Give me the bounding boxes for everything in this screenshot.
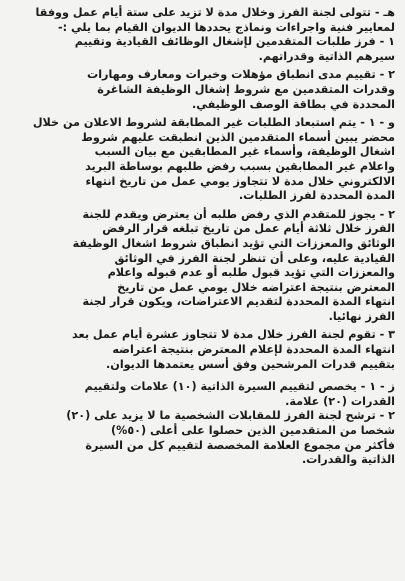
text-line: فأكثر من مجموع العلامة المخصصة لتقييم كل من السيرة xyxy=(85,438,395,452)
clause-z-item-1 xyxy=(14,380,395,409)
text-line: اشغال الوظيفة، وأسماء غير المطابقين مع بيان السبب xyxy=(94,145,395,159)
clause-z-item-2 xyxy=(14,409,395,467)
text-line: شخصا من المتقدمين الذين حصلوا على أعلى (٥٠%) xyxy=(111,424,395,438)
text-line: سيرهم الذاتية وقدراتهم. xyxy=(258,49,395,63)
text-line: لمعايير فنية واجراءات ونماذج يحددها الديوان القيام بما يلي :- xyxy=(57,20,395,34)
clause-h-item-2 xyxy=(14,68,395,112)
text-line: ٢ - تقييم مدى انطباق مؤهلات وخبرات ومعارف ومهارات xyxy=(86,68,395,82)
clause-w-item-3 xyxy=(14,328,395,372)
text-line: ز - ١ - يخصص لتقييم السيرة الذاتية (١٠) علامات ولتقييم xyxy=(84,380,395,394)
text-line: انتهاء المدة المحددة لتقديم الاعتراضات، ويكون قرار لجنة xyxy=(82,295,395,309)
text-line: الفرز خلال ثلاثة أيام عمل من تاريخ تبلغه قرار الرفض xyxy=(102,222,395,236)
text-line: المحددة في بطاقة الوصف الوظيفي. xyxy=(192,97,395,111)
text-line: انتهاء المدة المحددة لإعلام المعترض بنتيجة اعتراضه xyxy=(112,343,395,357)
text-line: ٢ - ترشح لجنة الفرز للمقابلات الشخصية ما لا يزيد على (٢٠) xyxy=(66,409,395,423)
text-line: ٢ - يجوز للمتقدم الذي رفض طلبه أن يعترض ويقدم للجنة xyxy=(82,207,395,221)
clause-w-item-1 xyxy=(14,116,395,204)
text-line: القدرات (٢٠) علامة. xyxy=(285,394,395,408)
text-line: ١ - فرز طلبات المتقدمين لإشغال الوظائف القيادية وتقييم xyxy=(74,35,395,49)
text-line: القيادية عليه، وعلى أن تنظر لجنة الفرز في الوثائق xyxy=(114,251,395,265)
text-line: الفرز نهائيا. xyxy=(328,309,395,323)
text-line: ٣ - تقوم لجنة الفرز خلال مدة لا تتجاوز عشرة أيام عمل بعد xyxy=(72,328,395,342)
clause-w-item-2 xyxy=(14,208,395,325)
text-line: المعترض بنتيجة اعتراضه خلال يومي عمل من تاريخ xyxy=(117,280,395,294)
text-line: و - ١ - يتم استبعاد الطلبات غير المطابقة لشروط الاعلان من خلال xyxy=(32,116,395,130)
text-line: والمعززات التي تؤيد قبول طلبه أو عدم قبوله واعلام xyxy=(107,266,395,280)
text-line: وقدرات المتقدمين مع شروط إشغال الوظيفة الشاغرة xyxy=(97,82,395,96)
text-line: الوثائق والمعززات التي تؤيد انطباق شروط اشغال الوظيفة xyxy=(72,236,395,250)
text-line: محضر يبين أسماء المتقدمين الذين انطبقت عليهم شروط xyxy=(81,130,395,144)
text-line: هـ - تتولى لجنة الفرز وخلال مدة لا تزيد على ستة أيام عمل ووفقا xyxy=(35,6,395,19)
text-line: الذاتية والقدرات. xyxy=(301,453,395,467)
clause-h xyxy=(14,6,395,35)
text-line: بتقييم قدرات المرشحين وفق أسس يعتمدها الديوان. xyxy=(106,357,395,371)
text-line: الالكتروني خلال مدة لا تتجاوز يومي عمل من تاريخ انتهاء xyxy=(85,174,395,188)
text-line: واعلام غير المطابقين بسبب رفض طلبهم بوساطة البريد xyxy=(85,159,395,173)
text-line: المدة المحددة لفرز الطلبات. xyxy=(238,189,395,203)
clause-h-item-1 xyxy=(14,35,395,64)
